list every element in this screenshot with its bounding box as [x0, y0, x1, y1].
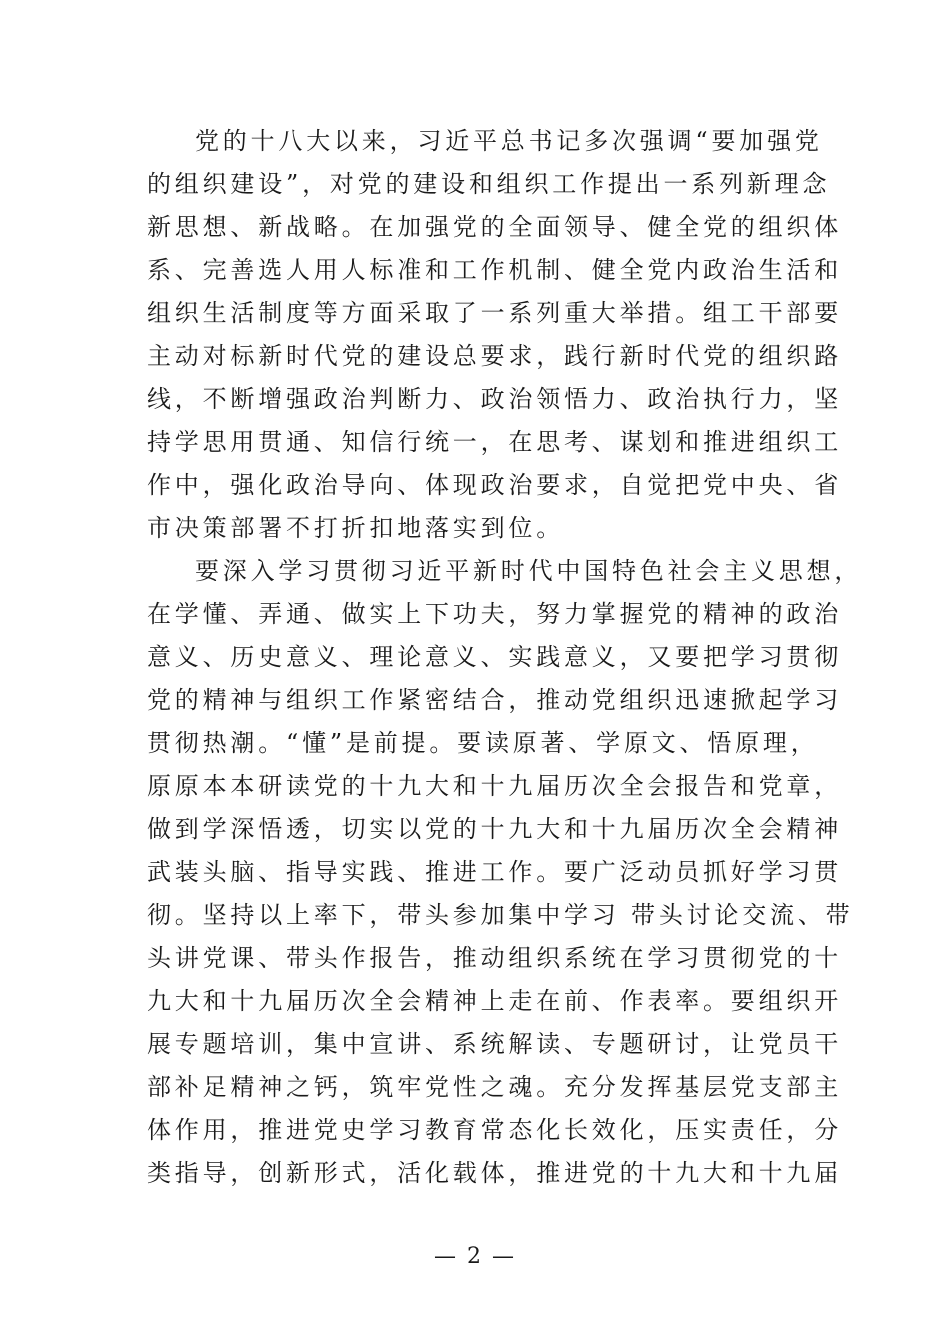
paragraph-2-line-2: 在学懂、弄通、做实上下功夫，努力掌握党的精神的政治: [147, 600, 842, 628]
paragraph-1-line-8: 持学思用贯通、知信行统一，在思考、谋划和推进组织工: [147, 428, 842, 456]
paragraph-2-line-10: 头讲党课、带头作报告，推动组织系统在学习贯彻党的十: [147, 944, 842, 972]
paragraph-2-line-4: 党的精神与组织工作紧密结合，推动党组织迅速掀起学习: [147, 686, 842, 714]
paragraph-1-line-9: 作中，强化政治导向、体现政治要求，自觉把党中央、省: [147, 471, 842, 499]
paragraph-1-line-10: 市决策部署不打折扣地落实到位。: [147, 514, 564, 542]
paragraph-2-line-3: 意义、历史意义、理论意义、实践意义，又要把学习贯彻: [147, 643, 842, 671]
paragraph-1-line-2: 的组织建设”，对党的建设和组织工作提出一系列新理念: [147, 170, 831, 198]
paragraph-2-line-8: 武装头脑、指导实践、推进工作。要广泛动员抓好学习贯: [147, 858, 842, 886]
paragraph-1-line-5: 组织生活制度等方面采取了一系列重大举措。组工干部要: [147, 299, 842, 327]
page-number: — 2 —: [434, 1244, 516, 1269]
paragraph-2-line-7: 做到学深悟透，切实以党的十九大和十九届历次全会精神: [147, 815, 842, 843]
paragraph-1-line-4: 系、完善选人用人标准和工作机制、健全党内政治生活和: [147, 256, 842, 284]
paragraph-1-line-7: 线，不断增强政治判断力、政治领悟力、政治执行力，坚: [147, 385, 842, 413]
paragraph-1-line-3: 新思想、新战略。在加强党的全面领导、健全党的组织体: [147, 213, 842, 241]
paragraph-2-line-15: 类指导，创新形式，活化载体，推进党的十九大和十九届: [147, 1159, 842, 1187]
paragraph-2-line-5: 贯彻热潮。“懂”是前提。要读原著、学原文、悟原理，: [147, 729, 819, 757]
paragraph-2-line-6: 原原本本研读党的十九大和十九届历次全会报告和党章，: [147, 772, 842, 800]
paragraph-2-line-1: 要深入学习贯彻习近平新时代中国特色社会主义思想，: [195, 557, 863, 585]
paragraph-2-line-11: 九大和十九届历次全会精神上走在前、作表率。要组织开: [147, 987, 842, 1015]
paragraph-2-line-14: 体作用，推进党史学习教育常态化长效化，压实责任，分: [147, 1116, 842, 1144]
paragraph-2-line-13: 部补足精神之钙，筑牢党性之魂。充分发挥基层党支部主: [147, 1073, 842, 1101]
paragraph-2-line-9: 彻。坚持以上率下，带头参加集中学习 带头讨论交流、带: [147, 901, 854, 929]
paragraph-1-line-1: 党的十八大以来，习近平总书记多次强调“要加强党: [195, 127, 823, 155]
paragraph-2-line-12: 展专题培训，集中宣讲、系统解读、专题研讨，让党员干: [147, 1030, 842, 1058]
body-text: [147, 120, 863, 1195]
paragraph-1-line-6: 主动对标新时代党的建设总要求，践行新时代党的组织路: [147, 342, 842, 370]
